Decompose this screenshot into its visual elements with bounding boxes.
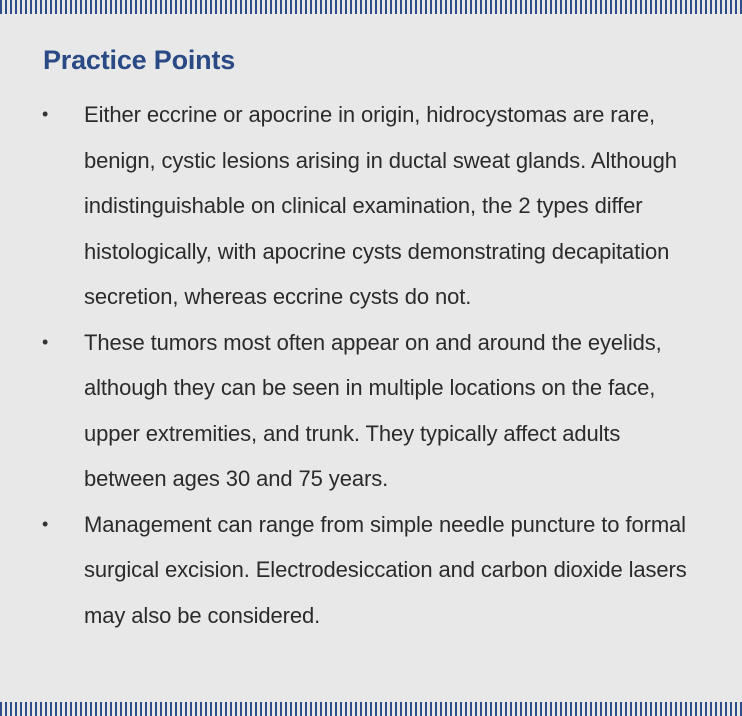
top-border-stripe — [0, 0, 742, 14]
bottom-border-stripe — [0, 702, 742, 716]
list-item-text: Management can range from simple needle puncture to formal surgical excision. Electrodesiccation and carbon dioxide lasers may also be considered. — [84, 511, 687, 628]
bullet-icon: • — [42, 104, 49, 124]
panel-content — [0, 14, 742, 702]
list-item — [0, 502, 704, 639]
bullet-icon: • — [42, 513, 49, 534]
list-item-text: Either eccrine or apocrine in origin, hidrocystomas are rare, benign, cystic lesions arising in ductal sweat glands. Although indistinguishable on clinical examination, the 2 types differ histologically, with apocrine cysts demonstrating decapitation secretion, whereas eccrine cysts do not. — [84, 102, 677, 309]
list-item — [0, 320, 704, 502]
list-item — [0, 92, 704, 320]
bullet-icon: • — [42, 331, 49, 352]
practice-points-list — [0, 92, 742, 638]
panel-title: Practice Points — [43, 45, 236, 75]
list-item-text: These tumors most often appear on and around the eyelids, although they can be seen in multiple locations on the face, upper extremities, and trunk. They typically affect adults between ages 30 and 75 years. — [84, 329, 662, 491]
